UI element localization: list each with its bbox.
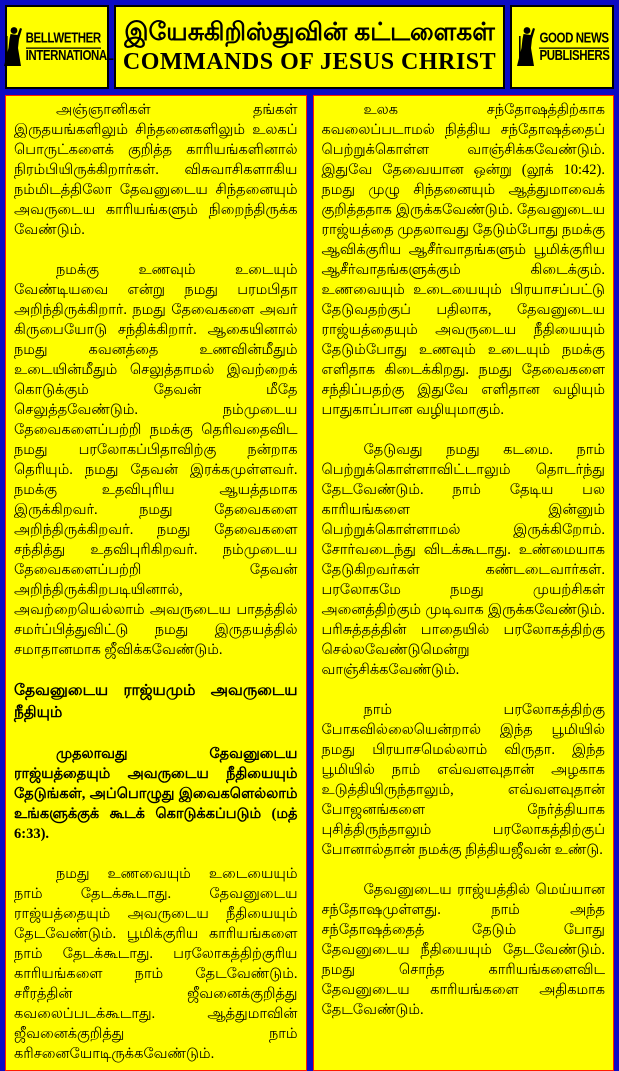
left-column xyxy=(5,95,307,1071)
goodnews-logo xyxy=(510,5,614,89)
goodnews-logo-text xyxy=(539,30,610,63)
scripture-quote: முதலாவது தேவனுடைய ராஜ்யத்தையும் அவருடைய நீதியையும் தேடுங்கள், அப்பொழுது இவைகளெல்லாம் உங்களுக்குக் கூடக் கொடுக்கப்படும் (மத் 6:33). xyxy=(14,746,298,842)
section-heading: தேவனுடைய ராஜ்யமும் அவருடைய நீதியும் xyxy=(14,682,298,721)
paragraph: நமக்கு உணவும் உடையும் வேண்டியவை என்று நமது பரமபிதா அறிந்திருக்கிறார். நமது தேவைகளை அவர் கிருபையோடு சந்திக்கிறார். ஆகையினால் நமது கவனத்தை உணவின்மீதும் உடையின்மீதும் செலுத்தாமல் இவற்றைக் கொடுக்கும் தேவன் மீதே செலுத்தவேண்டும். நம்முடைய தேவைகளைப்பற்றி நமக்கு தெரிவதைவிட நமது பரலோகப்பிதாவிற்கு நன்றாக தெரியும். நமது தேவன் இரக்கமுள்ளவர். நமக்கு உதவிபுரிய ஆயத்தமாக இருக்கிறவர். நமது தேவைகளை அறிந்திருக்கிறவர். நமது தேவைகளை சந்தித்து உதவிபுரிகிறவர். நம்முடைய தேவைகளைப்பற்றி தேவன் அறிந்திருக்கிறபடியினால், அவற்றையெல்லாம் அவருடைய பாதத்தில் சமர்ப்பித்துவிட்டு நமது இருதயத்தில் சமாதானமாக ஜீவிக்கவேண்டும். xyxy=(14,262,298,658)
paragraph: நாம் பரலோகத்திற்கு போகவில்லையென்றால் இந்த பூமியில் நமது பிரயாசமெல்லாம் விருதா. இந்த பூமியில் நாம் எவ்வளவுதான் அழகாக உடுத்தியிருந்தாலும், எவ்வளவுதான் போஜனங்களை நேர்த்தியாக புசித்திருந்தாலும் பரலோகத்திற்குப் போனால்தான் நமக்கு நித்தியஜீவன் உண்டு. xyxy=(321,702,605,858)
bellwether-logo-line2: INTERNATIONAL xyxy=(25,48,114,63)
right-column xyxy=(313,95,615,1071)
body xyxy=(5,95,614,1071)
bellwether-logo xyxy=(5,5,114,89)
paragraph: நமது உணவையும் உடையையும் நாம் தேடக்கூடாது. தேவனுடைய ராஜ்யத்தையும் அவருடைய நீதியையும் தேடவேண்டும். பூமிக்குரிய காரியங்களை நாம் தேடக்கூடாது. பரலோகத்திற்குரிய காரியங்களை நாம் தேடவேண்டும். சரீரத்தின் ஜீவனைக்குறித்து கவலைப்படக்கூடாது. ஆத்துமாவின் ஜீவனைக்குறித்து நாம் கரிசனையோடிருக்கவேண்டும். xyxy=(14,866,298,1062)
header xyxy=(5,5,614,89)
goodnews-logo-line2: PUBLISHERS xyxy=(539,48,610,63)
paragraph: தேவனுடைய ராஜ்யத்தில் மெய்யான சந்தோஷமுள்ளது. நாம் அந்த சந்தோஷத்தைத் தேடும் போது தேவனுடைய நீதியையும் தேடவேண்டும். நமது சொந்த காரியங்களைவிட தேவனுடைய காரியங்களை அதிகமாக தேடவேண்டும். xyxy=(321,882,605,1018)
paragraph: தேடுவது நமது கடமை. நாம் பெற்றுக்கொள்ளாவிட்டாலும் தொடர்ந்து தேடவேண்டும். நாம் தேடிய பல காரியங்களை இன்னும் பெற்றுக்கொள்ளாமல் இருக்கிறோம். சோர்வடைந்து விடக்கூடாது. உண்மையாக தேடுகிறவர்கள் கண்டடைவார்கள். பரலோகமே நமது முயற்சிகள் அனைத்திற்கும் முடிவாக இருக்கவேண்டும். பரிசுத்தத்தின் பாதையில் பரலோகத்திற்கு செல்லவேண்டுமென்று வாஞ்சிக்கவேண்டும். xyxy=(321,442,605,678)
page-title-english: COMMANDS OF JESUS CHRIST xyxy=(122,49,497,76)
goodnews-figure-icon xyxy=(514,26,536,68)
goodnews-logo-line1: GOOD NEWS xyxy=(539,31,608,49)
bellwether-figure-icon xyxy=(1,26,23,68)
page-title-tamil: இயேசுகிறிஸ்துவின் கட்டளைகள் xyxy=(124,18,495,47)
bellwether-logo-text xyxy=(25,30,114,63)
paragraph: அஞ்ஞானிகள் தங்கள் இருதயங்களிலும் சிந்தனைகளிலும் உலகப் பொருட்களைக் குறித்த காரியங்களினால் நிரம்பியிருக்கிறார்கள். விசுவாசிகளாகிய நம்மிடத்திலோ தேவனுடைய சிந்தனையும் அவருடைய காரியங்களும் நிறைந்திருக்க வேண்டும். xyxy=(14,102,298,238)
bellwether-logo-line1: BELLWETHER xyxy=(26,31,101,49)
paragraph: உலக சந்தோஷத்திற்காக கவலைப்படாமல் நித்திய சந்தோஷத்தைப் பெற்றுக்கொள்ள வாஞ்சிக்கவேண்டும். இதுவே தேவையான ஒன்று (லூக் 10:42). நமது முழு சிந்தனையும் ஆத்துமாவைக் குறித்ததாக இருக்கவேண்டும். தேவனுடைய ராஜ்யத்தை முதலாவது தேடும்போது நமக்கு ஆவிக்குரிய ஆசீர்வாதங்களும் பூமிக்குரிய ஆசீர்வாதங்களுக்கும் கிடைக்கும். உணவையும் உடையையும் பிரயாசப்பட்டு தேடுவதற்குப் பதிலாக, தேவனுடைய ராஜ்யத்தையும் அவருடைய நீதியையும் தேடும்போது உணவும் உடையும் நமக்கு எளிதாக கிடைக்கிறது. நமது தேவைகளை சந்திப்பதற்கு இதுவே எளிதான வழியும் பாதுகாப்பான வழியுமாகும். xyxy=(321,102,605,418)
title-box xyxy=(114,5,505,89)
